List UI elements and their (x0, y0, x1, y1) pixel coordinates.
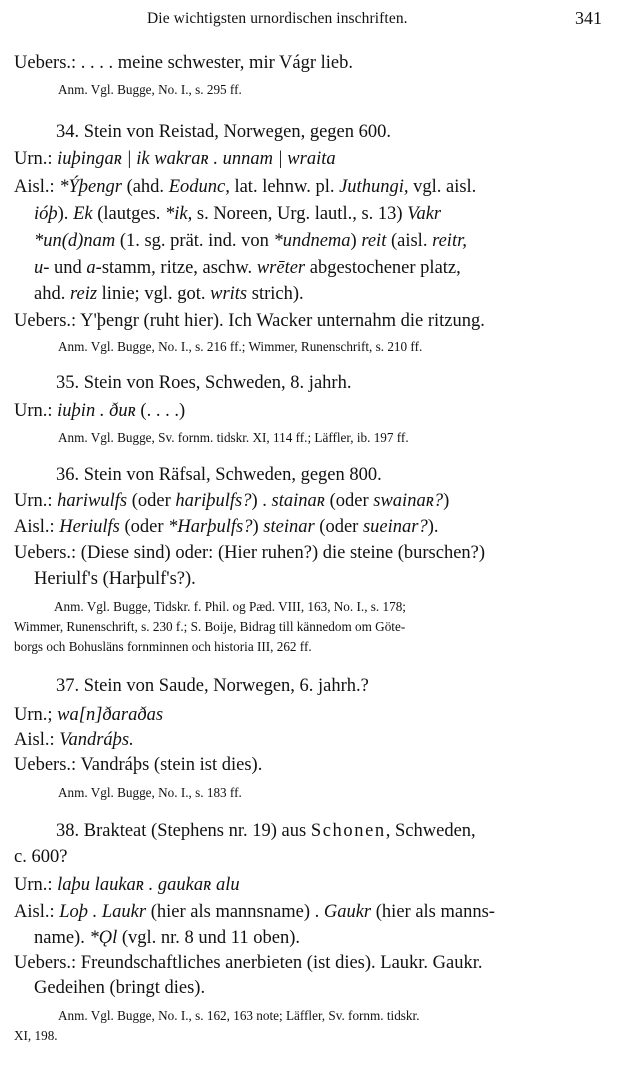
entry-heading: 37. Stein von Saude, Norwegen, 6. jahrh.? (56, 676, 369, 696)
note-line: Anm. Vgl. Bugge, No. I., s. 295 ff. (58, 82, 242, 97)
note-line: Anm. Vgl. Bugge, No. I., s. 162, 163 note; Läffler, Sv. fornm. tidskr. (58, 1008, 420, 1023)
entry-heading: 35. Stein von Roes, Schweden, 8. jahrh. (56, 373, 352, 393)
runic-line: Urn.: hariwulfs (oder hariþulfs?) . stainaʀ (oder swainaʀ?) (14, 491, 450, 511)
translation-line: Gedeihen (bringt dies). (34, 978, 206, 998)
entry-heading-continued: c. 600? (14, 847, 68, 867)
note-line: borgs och Bohusläns fornminnen och historia III, 262 ff. (14, 639, 312, 654)
running-title: Die wichtigsten urnordischen inschriften. (147, 10, 408, 27)
note-line: Anm. Vgl. Bugge, Tidskr. f. Phil. og Pæd. VIII, 163, No. I., s. 178; (54, 599, 406, 614)
page-number: 341 (575, 8, 602, 28)
old-norse-line: Aisl.: Heriulfs (oder *Harþulfs?) steinar (oder sueinar?). (14, 517, 439, 537)
old-norse-line: name). *Ǫl (vgl. nr. 8 und 11 oben). (34, 928, 300, 948)
old-norse-line: ahd. reiz linie; vgl. got. writs strich). (34, 284, 304, 304)
runic-line: Urn.; wa[n]ðaraðas (14, 705, 164, 725)
note-line: Anm. Vgl. Bugge, No. I., s. 216 ff.; Wimmer, Runenschrift, s. 210 ff. (58, 339, 423, 354)
note-line: Wimmer, Runenschrift, s. 230 f.; S. Boije, Bidrag till kännedom om Göte- (14, 619, 406, 634)
note-line: Anm. Vgl. Bugge, No. I., s. 183 ff. (58, 785, 242, 800)
old-norse-line: *un(d)nam (1. sg. prät. ind. von *undnema) reit (aisl. reitr, (34, 231, 467, 251)
entry-heading: 34. Stein von Reistad, Norwegen, gegen 600. (56, 122, 391, 142)
note-line: Anm. Vgl. Bugge, Sv. fornm. tidskr. XI, 114 ff.; Läffler, ib. 197 ff. (58, 430, 409, 445)
entry-heading: 38. Brakteat (Stephens nr. 19) aus Schonen, Schweden, (56, 821, 476, 841)
old-norse-line: Aisl.: Vandráþs. (14, 730, 134, 750)
translation-line: Heriulf's (Harþulf's?). (34, 569, 196, 589)
old-norse-line: Aisl.: *Ýþengr (ahd. Eodunc, lat. lehnw. pl. Juthungi, vgl. aisl. (14, 177, 477, 197)
running-header (0, 8, 620, 30)
old-norse-line: ióþ). Ek (lautges. *ik, s. Noreen, Urg. lautl., s. 13) Vakr (34, 204, 442, 224)
runic-line: Urn.: laþu laukaʀ . gaukaʀ alu (14, 875, 240, 895)
old-norse-line: Aisl.: Loþ . Laukr (hier als mannsname) . Gaukr (hier als manns- (14, 902, 495, 922)
entry-heading: 36. Stein von Räfsal, Schweden, gegen 800. (56, 465, 382, 485)
translation-line: Uebers.: Freundschaftliches anerbieten (ist dies). Laukr. Gaukr. (14, 953, 483, 973)
translation-line: Uebers.: (Diese sind) oder: (Hier ruhen?) die steine (burschen?) (14, 543, 486, 563)
old-norse-line: u- und a-stamm, ritze, aschw. wrēter abgestochener platz, (34, 258, 461, 278)
translation-line: Uebers.: Y'þengr (ruht hier). Ich Wacker unternahm die ritzung. (14, 311, 485, 331)
translation-line: Uebers.: . . . . meine schwester, mir Vágr lieb. (14, 53, 354, 73)
translation-line: Uebers.: Vandráþs (stein ist dies). (14, 755, 263, 775)
runic-line: Urn.: iuþin . ðuʀ (. . . .) (14, 401, 186, 421)
runic-line: Urn.: iuþingaʀ | ik wakraʀ . unnam | wraita (14, 149, 336, 169)
note-line: XI, 198. (14, 1028, 58, 1043)
